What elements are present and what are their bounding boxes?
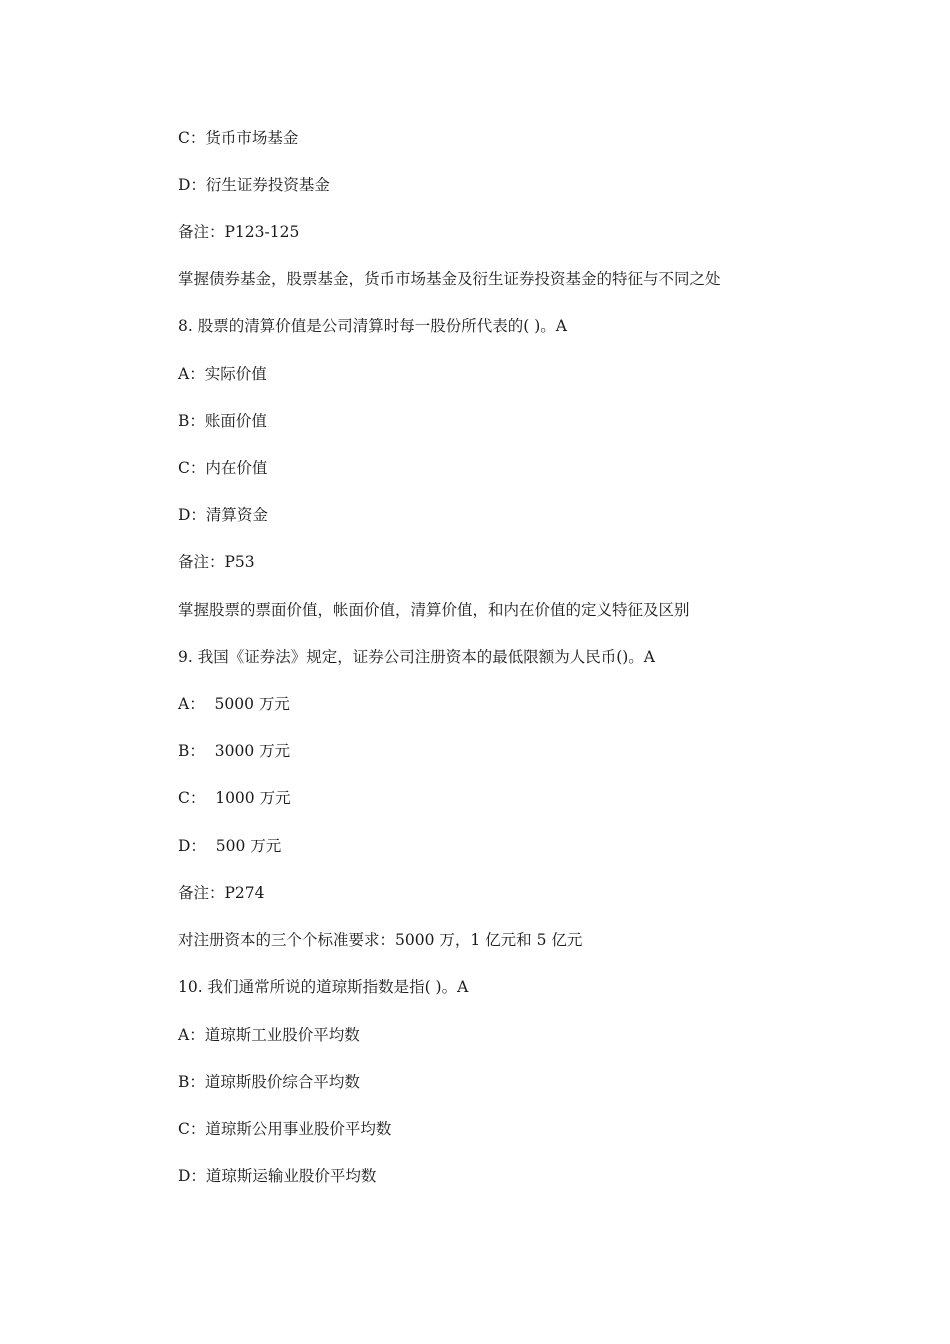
- question-9: 9. 我国《证券法》规定，证券公司注册资本的最低限额为人民币()。A: [178, 648, 656, 666]
- option-a-q9: A： 5000 万元: [178, 695, 290, 713]
- explanation-q9: 对注册资本的三个个标准要求：5000 万，1 亿元和 5 亿元: [178, 931, 583, 949]
- explanation-q8: 掌握股票的票面价值，帐面价值，清算价值，和内在价值的定义特征及区别: [178, 601, 690, 619]
- note-q8: 备注：P53: [178, 553, 255, 571]
- question-10: 10. 我们通常所说的道琼斯指数是指( )。A: [178, 978, 469, 996]
- option-b-q8: B：账面价值: [178, 412, 267, 430]
- option-d-q9: D： 500 万元: [178, 837, 282, 855]
- option-d-q8: D：清算资金: [178, 506, 268, 524]
- option-d-q7: D：衍生证券投资基金: [178, 176, 330, 194]
- note-q7: 备注：P123-125: [178, 223, 300, 241]
- option-a-q10: A：道琼斯工业股价平均数: [178, 1026, 360, 1044]
- option-c-q10: C：道琼斯公用事业股价平均数: [178, 1120, 392, 1138]
- option-c-q7: C：货币市场基金: [178, 129, 299, 147]
- option-a-q8: A：实际价值: [178, 365, 267, 383]
- option-c-q8: C：内在价值: [178, 459, 268, 477]
- question-8: 8. 股票的清算价值是公司清算时每一股份所代表的( )。A: [178, 317, 567, 335]
- option-b-q10: B：道琼斯股价综合平均数: [178, 1073, 360, 1091]
- explanation-q7: 掌握债券基金，股票基金，货币市场基金及衍生证券投资基金的特征与不同之处: [178, 270, 721, 288]
- option-c-q9: C： 1000 万元: [178, 789, 291, 807]
- option-d-q10: D：道琼斯运输业股价平均数: [178, 1167, 377, 1185]
- option-b-q9: B： 3000 万元: [178, 742, 291, 760]
- note-q9: 备注：P274: [178, 884, 265, 902]
